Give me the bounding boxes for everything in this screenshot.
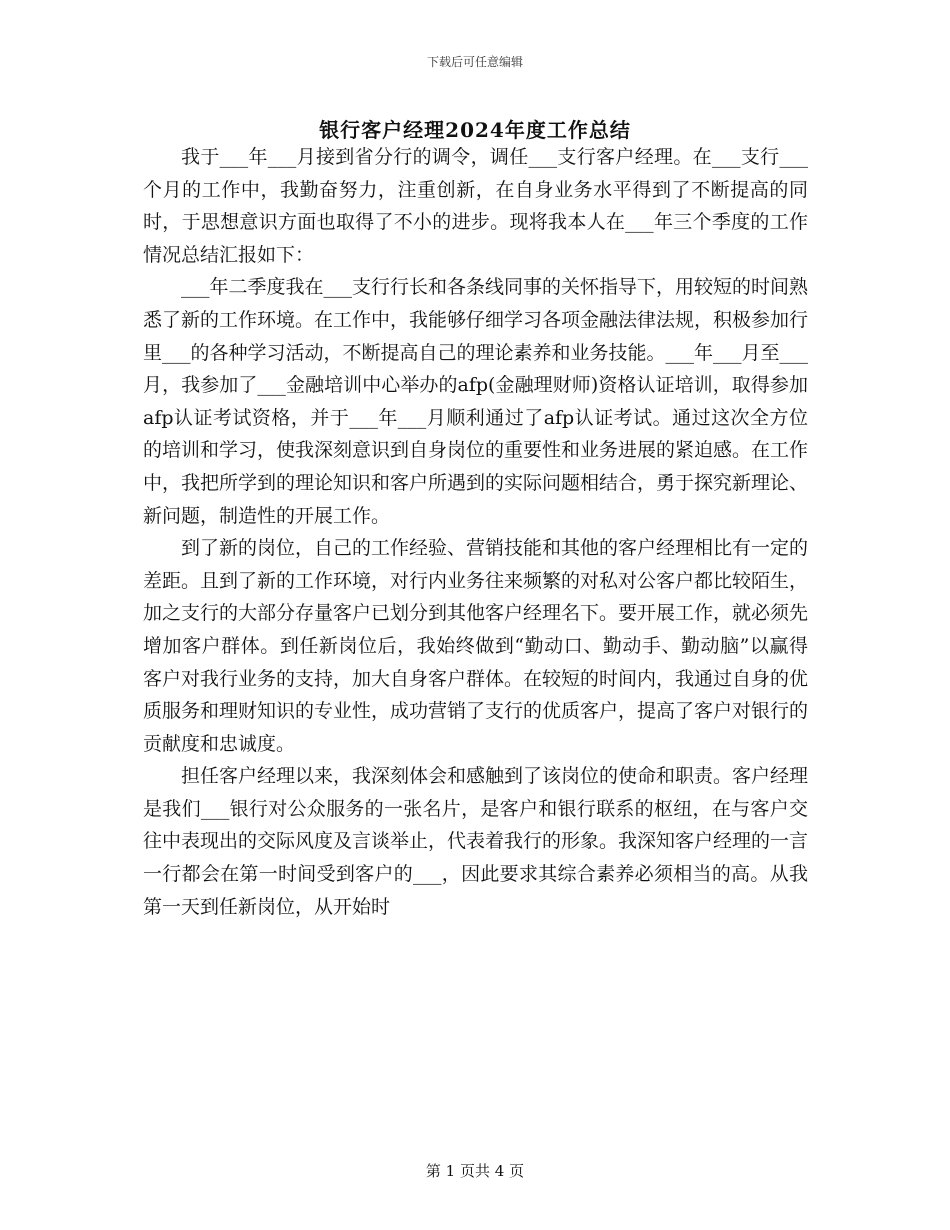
- paragraph-3: 到了新的岗位，自己的工作经验、营销技能和其他的客户经理相比有一定的差距。且到了新的工作环境，对行内业务往来频繁的对私对公客户都比较陌生，加之支行的大部分存量客户已划分到其他客户经理名下。要开展工作，就必须先增加客户群体。到任新岗位后，我始终做到“勤动口、勤动手、勤动脑”以赢得客户对我行业务的支持，加大自身客户群体。在较短的时间内，我通过自身的优质服务和理财知识的专业性，成功营销了支行的优质客户，提高了客户对银行的贡献度和忠诚度。: [143, 537, 809, 755]
- page-number: 第 1 页共 4 页: [425, 1162, 525, 1180]
- paragraph-4: 担任客户经理以来，我深刻体会和感触到了该岗位的使命和职责。客户经理是我们___银行对公众服务的一张名片，是客户和银行联系的枢纽，在与客户交往中表现出的交际风度及言谈举止，代表着我行的形象。我深知客户经理的一言一行都会在第一时间受到客户的___，因此要求其综合素养必须相当的高。从我第一天到任新岗位，从开始时: [143, 765, 809, 918]
- paragraph-1: 我于___年___月接到省分行的调令，调任___支行客户经理。在___支行___个月的工作中，我勤奋努力，注重创新，在自身业务水平得到了不断提高的同时，于思想意识方面也取得了不小的进步。现将我本人在___年三个季度的工作情况总结汇报如下：: [143, 146, 808, 266]
- page-header-note: 下载后可任意编辑: [426, 55, 523, 69]
- paragraph-2: ___年二季度我在___支行行长和各条线同事的关怀指导下，用较短的时间熟悉了新的工作环境。在工作中，我能够仔细学习各项金融法律法规，积极参加行里___的各种学习活动，不断提高自己的理论素养和业务技能。___年___月至___月，我参加了___金融培训中心举办的afp(金融理财师)资格认证培训，取得参加afp认证考试资格，并于___年___月顺利通过了afp认证考试。通过这次全方位的培训和学习，使我深刻意识到自身岗位的重要性和业务进展的紧迫感。在工作中，我把所学到的理论知识和客户所遇到的实际问题相结合，勇于探究新理论、新问题，制造性的开展工作。: [143, 276, 809, 527]
- document-title: 银行客户经理2024年度工作总结: [319, 118, 631, 142]
- document-body: [143, 141, 808, 923]
